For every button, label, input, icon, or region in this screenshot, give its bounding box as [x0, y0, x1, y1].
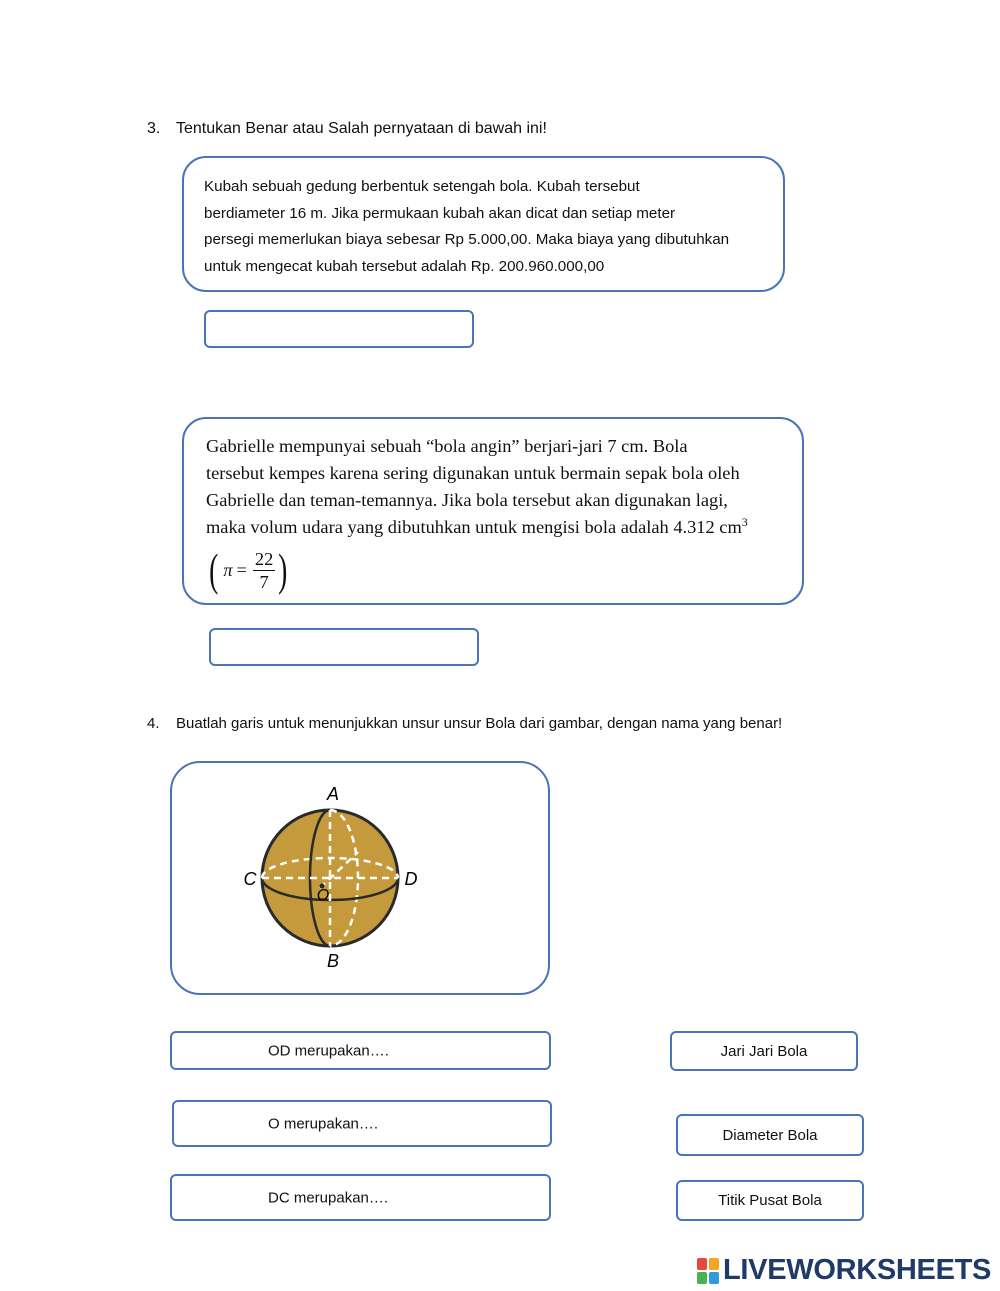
statement-box-ball — [182, 417, 804, 605]
label-D: D — [404, 869, 418, 889]
statement-line: Gabrielle dan teman-temannya. Jika bola tersebut akan digunakan lagi, — [206, 490, 728, 510]
question-instruction: Tentukan Benar atau Salah pernyataan di bawah ini! — [176, 120, 547, 137]
question-3-heading — [147, 120, 547, 138]
fraction — [253, 548, 275, 593]
logo-tile — [697, 1258, 707, 1270]
liveworksheets-logo — [697, 1254, 991, 1287]
answer-input-statement-2[interactable] — [209, 628, 479, 666]
fraction-denominator: 7 — [259, 571, 269, 592]
choice-titik-pusat-bola[interactable] — [676, 1180, 864, 1221]
pi-formula — [206, 543, 784, 597]
prompt-label: DC merupakan…. — [268, 1189, 389, 1206]
prompt-dc[interactable] — [170, 1174, 551, 1221]
prompt-o[interactable] — [172, 1100, 552, 1147]
logo-icon — [697, 1258, 719, 1284]
choice-label: Jari Jari Bola — [720, 1042, 808, 1060]
question-number: 4. — [147, 715, 160, 732]
statement-box-dome — [182, 156, 785, 292]
sphere-diagram — [230, 780, 440, 980]
right-paren: ) — [278, 544, 288, 595]
equals-sign: = — [236, 559, 247, 580]
choice-label: Diameter Bola — [722, 1126, 818, 1144]
pi-symbol: π — [223, 559, 233, 580]
prompt-label: OD merupakan…. — [268, 1042, 389, 1059]
superscript-exponent: 3 — [741, 514, 748, 529]
statement-line: maka volum udara yang dibutuhkan untuk mengisi bola adalah 4.312 cm — [206, 517, 742, 537]
logo-tile — [709, 1272, 719, 1284]
left-paren: ( — [209, 544, 219, 595]
label-O: O — [316, 887, 330, 904]
statement-line: Kubah sebuah gedung berbentuk setengah bola. Kubah tersebut — [204, 178, 640, 195]
question-4-heading — [147, 715, 782, 732]
question-number: 3. — [147, 120, 161, 137]
choice-label: Titik Pusat Bola — [718, 1192, 822, 1209]
answer-input-statement-1[interactable] — [204, 310, 474, 348]
statement-line: berdiameter 16 m. Jika permukaan kubah akan dicat dan setiap meter — [204, 204, 676, 222]
statement-line: Gabrielle mempunyai sebuah “bola angin” berjari-jari 7 cm. Bola — [206, 436, 688, 456]
fraction-numerator: 22 — [254, 548, 274, 569]
statement-line: persegi memerlukan biaya sebesar Rp 5.000,00. Maka biaya yang dibutuhkan — [204, 231, 730, 248]
prompt-label: O merupakan…. — [268, 1115, 379, 1132]
logo-tile — [697, 1272, 707, 1284]
choice-diameter-bola[interactable] — [676, 1114, 864, 1156]
question-instruction: Buatlah garis untuk menunjukkan unsur unsur Bola dari gambar, dengan nama yang benar! — [176, 715, 783, 732]
prompt-od[interactable] — [170, 1031, 551, 1070]
label-C: C — [243, 869, 257, 889]
label-A: A — [326, 784, 340, 804]
statement-line: tersebut kempes karena sering digunakan untuk bermain sepak bola oleh — [206, 463, 740, 483]
statement-line: untuk mengecat kubah tersebut adalah Rp. 200.960.000,00 — [204, 257, 605, 275]
label-B: B — [326, 951, 340, 971]
logo-tile — [709, 1258, 719, 1270]
choice-jari-jari-bola[interactable] — [670, 1031, 858, 1071]
logo-text: LIVEWORKSHEETS — [723, 1254, 992, 1286]
statement-line-with-unit — [206, 514, 784, 541]
